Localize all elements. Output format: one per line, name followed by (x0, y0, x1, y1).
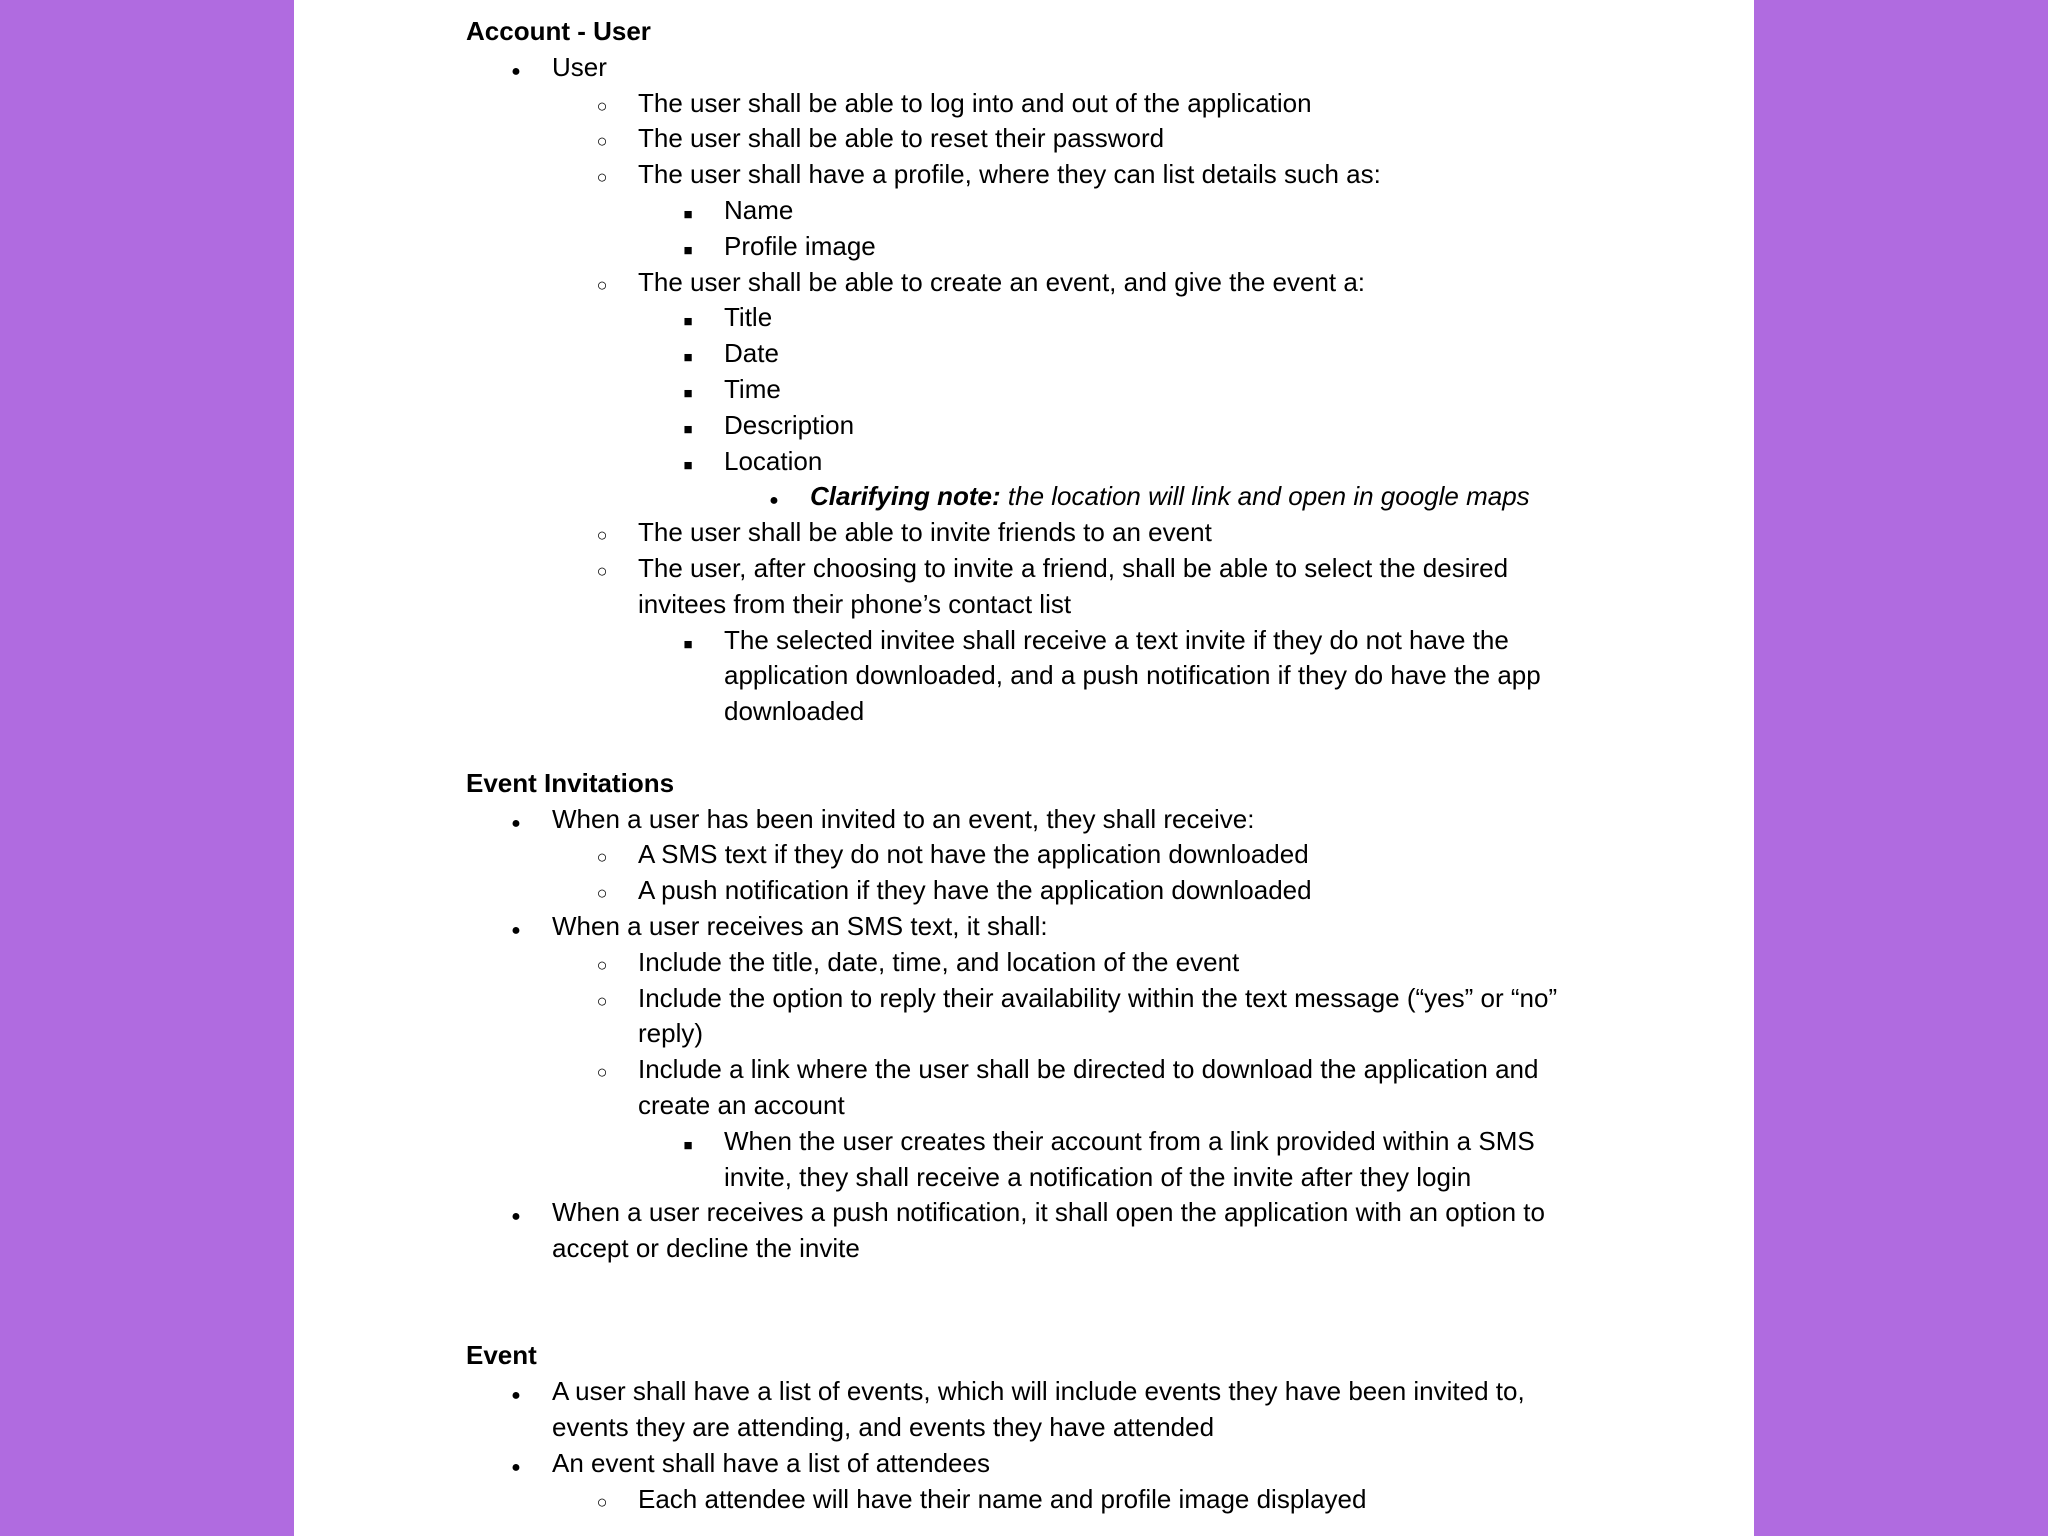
list-item (466, 515, 1596, 551)
list-item (466, 873, 1596, 909)
list-item (466, 1052, 1596, 1124)
circle-bullet-icon (592, 515, 612, 554)
clarifying-note (466, 479, 1596, 515)
list-item (466, 157, 1596, 193)
document-content (466, 14, 1596, 1517)
note-text: the location will link and open in google maps (1000, 481, 1530, 512)
list-item-text: Include the title, date, time, and location of the event (638, 946, 1240, 977)
list-item (466, 408, 1596, 444)
list-item-text: When a user receives a push notification, it shall open the application with an option to accept or decline the invite (552, 1197, 1545, 1264)
list-item (466, 121, 1596, 157)
square-bullet-icon (678, 372, 698, 412)
list-item (466, 336, 1596, 372)
list-item-text: Time (724, 373, 781, 404)
circle-bullet-icon (592, 551, 612, 590)
list-item (466, 909, 1596, 945)
list-item-text: The user, after choosing to invite a friend, shall be able to select the desired invitees from their phone’s contact list (638, 552, 1509, 619)
list-item-text: A push notification if they have the application downloaded (638, 875, 1312, 906)
disc-bullet-icon (764, 479, 784, 519)
square-bullet-icon (678, 408, 698, 448)
disc-bullet-icon (506, 1374, 526, 1414)
list-item-text: The user shall be able to create an event, and give the event a: (638, 266, 1366, 297)
list-item-text: A SMS text if they do not have the application downloaded (638, 839, 1309, 870)
list-item-text: Each attendee will have their name and profile image displayed (638, 1483, 1367, 1514)
circle-bullet-icon (592, 981, 612, 1020)
list-item (466, 50, 1596, 86)
circle-bullet-icon (592, 86, 612, 125)
list-item-text: Description (724, 409, 855, 440)
list-item (466, 981, 1596, 1053)
list-item (466, 265, 1596, 301)
list-item (466, 1374, 1596, 1446)
list-item-text: The user shall have a profile, where they can list details such as: (638, 159, 1381, 190)
section-heading-account-user: Account - User (466, 16, 651, 46)
list-item-text: A user shall have a list of events, which will include events they have been invited to, events they are attending, and events they have attended (552, 1376, 1525, 1443)
circle-bullet-icon (592, 945, 612, 984)
list-item (466, 1124, 1596, 1196)
list-item-text: An event shall have a list of attendees (552, 1447, 990, 1478)
list-item (466, 444, 1596, 480)
square-bullet-icon (678, 444, 698, 484)
circle-bullet-icon (592, 265, 612, 304)
square-bullet-icon (678, 193, 698, 233)
list-item-text: Include a link where the user shall be directed to download the application and create an account (638, 1054, 1539, 1120)
list-item-text: User (552, 51, 607, 82)
list-item (466, 945, 1596, 981)
list-item (466, 300, 1596, 336)
disc-bullet-icon (506, 1446, 526, 1486)
disc-bullet-icon (506, 50, 526, 90)
list-item-text: The user shall be able to log into and out of the application (638, 87, 1312, 118)
disc-bullet-icon (506, 909, 526, 949)
list-item-text: Date (724, 338, 779, 369)
list-item (466, 551, 1596, 623)
list-item-text: Title (724, 302, 773, 333)
list-item-text: The user shall be able to invite friends to an event (638, 517, 1212, 548)
list-item (466, 229, 1596, 265)
list-item-text: Include the option to reply their availability within the text message (“yes” or “no” reply) (638, 982, 1558, 1049)
document-page (294, 0, 1754, 1536)
list-item (466, 86, 1596, 122)
circle-bullet-icon (592, 157, 612, 196)
list-item-text: The selected invitee shall receive a text invite if they do not have the application downloaded, and a push notification if they do have the app downloaded (724, 624, 1541, 727)
list-item-text: Name (724, 194, 794, 225)
square-bullet-icon (678, 300, 698, 340)
list-item (466, 193, 1596, 229)
square-bullet-icon (678, 336, 698, 376)
list-item-text: When a user has been invited to an event, they shall receive: (552, 803, 1255, 834)
list-item (466, 837, 1596, 873)
disc-bullet-icon (506, 802, 526, 842)
list-item (466, 372, 1596, 408)
list-item (466, 1482, 1596, 1518)
list-item-text: Profile image (724, 230, 876, 261)
circle-bullet-icon (592, 121, 612, 160)
circle-bullet-icon (592, 873, 612, 912)
list-item (466, 623, 1596, 730)
square-bullet-icon (678, 229, 698, 269)
list-item (466, 1195, 1596, 1267)
spacer (466, 1267, 1596, 1339)
list-item-text: When the user creates their account from a link provided within a SMS invite, they shall receive a notification of the invite after they login (724, 1125, 1535, 1192)
note-label: Clarifying note: (810, 481, 1001, 512)
spacer (466, 730, 1596, 766)
circle-bullet-icon (592, 1052, 612, 1091)
list-item (466, 1446, 1596, 1482)
list-item-text: The user shall be able to reset their password (638, 123, 1165, 154)
list-item (466, 802, 1596, 838)
circle-bullet-icon (592, 837, 612, 876)
square-bullet-icon (678, 1124, 698, 1164)
list-item-text: When a user receives an SMS text, it shall: (552, 910, 1048, 941)
disc-bullet-icon (506, 1195, 526, 1235)
section-heading-event-invitations: Event Invitations (466, 767, 675, 798)
section-heading-event: Event (466, 1340, 537, 1371)
list-item-text: Location (724, 445, 823, 476)
circle-bullet-icon (592, 1482, 612, 1521)
square-bullet-icon (678, 623, 698, 663)
